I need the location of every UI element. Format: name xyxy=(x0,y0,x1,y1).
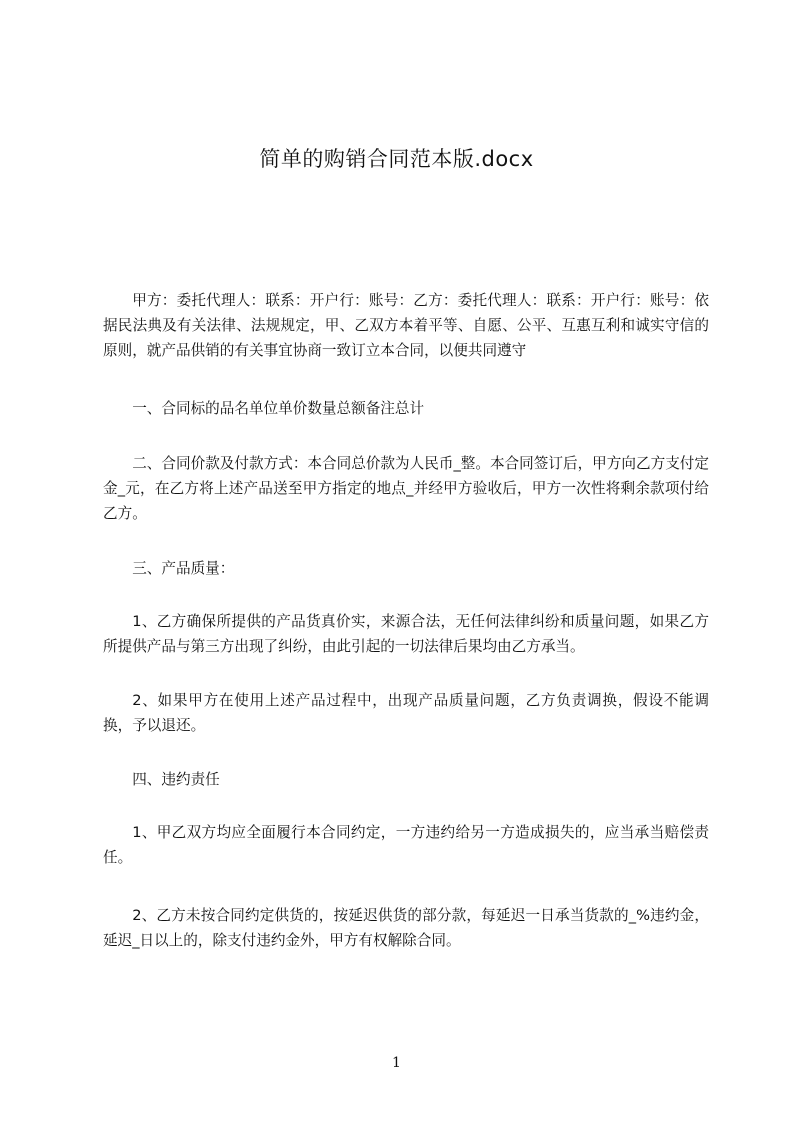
paragraph-payment: 二、合同价款及付款方式：本合同总价款为人民币_整。本合同签订后，甲方向乙方支付定金_元，在乙方将上述产品送至甲方指定的地点_并经甲方验收后，甲方一次性将剩余款项付给乙方。 xyxy=(103,455,709,522)
paragraph-liability-2: 2、乙方未按合同约定供货的，按延迟供货的部分款，每延迟一日承当货款的_%违约金，延迟_日以上的，除支付违约金外，甲方有权解除合同。 xyxy=(103,907,709,949)
section-1-block xyxy=(103,396,709,421)
section-heading-3: 三、产品质量： xyxy=(132,560,235,577)
section-3-block xyxy=(103,556,709,581)
paragraph-parties: 甲方：委托代理人：联系：开户行：账号：乙方：委托代理人：联系：开户行：账号：依据民法典及有关法律、法规规定，甲、乙双方本着平等、自愿、公平、互惠互利和诚实守信的原则，就产品供销的有关事宜协商一致订立本合同，以便共同遵守 xyxy=(103,292,709,359)
document-title: 简单的购销合同范本版.docx xyxy=(259,147,534,171)
section-heading-4: 四、违约责任 xyxy=(132,771,220,788)
quality-item-1-block xyxy=(103,609,709,659)
section-2-block xyxy=(103,451,709,526)
section-heading-1: 一、合同标的品名单位单价数量总额备注总计 xyxy=(132,400,425,417)
paragraph-quality-1: 1、乙方确保所提供的产品货真价实，来源合法，无任何法律纠纷和质量问题，如果乙方所提供产品与第三方出现了纠纷，由此引起的一切法律后果均由乙方承当。 xyxy=(103,613,709,655)
liability-item-2-block xyxy=(103,903,709,953)
liability-item-1-block xyxy=(103,820,709,870)
page-number: 1 xyxy=(392,1055,401,1071)
section-4-block xyxy=(103,767,709,792)
paragraph-liability-1: 1、甲乙双方均应全面履行本合同约定，一方违约给另一方造成损失的，应当承当赔偿责任。 xyxy=(103,824,709,866)
document-body xyxy=(103,288,709,363)
quality-item-2-block xyxy=(103,688,709,738)
paragraph-quality-2: 2、如果甲方在使用上述产品过程中，出现产品质量问题，乙方负责调换，假设不能调换，予以退还。 xyxy=(103,692,709,734)
